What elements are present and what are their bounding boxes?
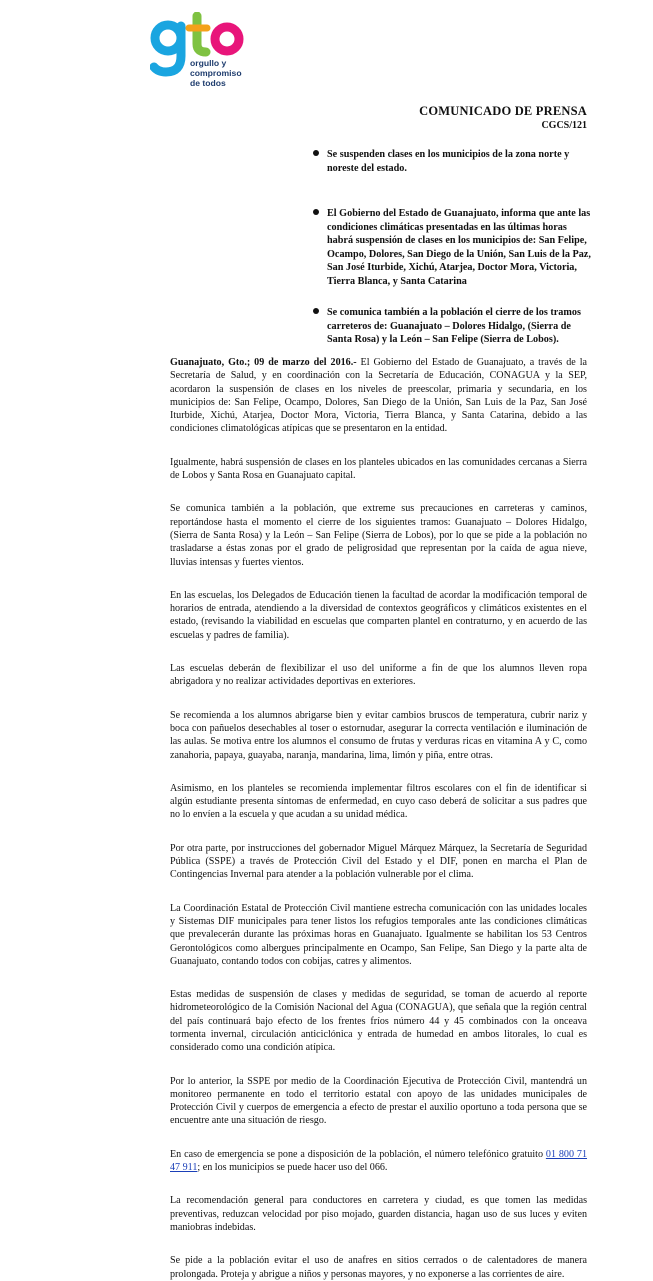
dateline: Guanajuato, Gto.; 09 de marzo del 2016.- xyxy=(170,357,357,368)
summary-bullet-text: El Gobierno del Estado de Guanajuato, informa que ante las condiciones climáticas presentadas en las últimas horas habrá suspensión de clases en los municipios de: San Felipe, Ocampo, Dolores, San Diego de la Unión, San Luis de la Paz, San José Iturbide, Xichú, Atarjea, Doctor Mora, Victoria, Tierra Blanca, y Santa Catarina xyxy=(327,208,591,287)
summary-bullet-text: Se comunica también a la población el cierre de los tramos carreteros de: Guanajuato – Dolores Hidalgo, (Sierra de Santa Rosa) y la León – San Felipe (Sierra de Lobos). xyxy=(327,307,581,345)
body-paragraph: En las escuelas, los Delegados de Educación tienen la facultad de acordar la modificación temporal de horarios de entrada, atendiendo a la diversidad de contextos geográficos y climáticos existentes en el estado, (revisando la viabilidad en escuelas que comparten plantel en contraturno, y en acuerdo de las escuelas y padres de familia). xyxy=(170,589,587,641)
press-release-code: CGCS/121 xyxy=(541,120,587,131)
bullet-dot-icon xyxy=(313,308,319,314)
body-paragraph: Se recomienda a los alumnos abrigarse bien y evitar cambios bruscos de temperatura, cubrir nariz y boca con pañuelos desechables al toser o estornudar, asegurar la correcta ventilación e iluminación de las aulas. Se motiva entre los alumnos el consumo de frutas y verduras ricas en vitamina A y C, como zanahoria, papaya, guayaba, naranja, mandarina, lima, limón y piña, entre otras. xyxy=(170,709,587,761)
press-release-header xyxy=(419,104,587,131)
tagline-line: orgullo y xyxy=(190,58,227,68)
body-paragraph: Por lo anterior, la SSPE por medio de la Coordinación Ejecutiva de Protección Civil, mantendrá un monitoreo permanente en todo el territorio estatal con apoyo de las unidades municipales de Protección Civil y cuerpos de emergencia a efecto de prestar el auxilio oportuno a toda persona que se encuentre ante una situación de riesgo. xyxy=(170,1075,587,1127)
body-paragraph: Se pide a la población evitar el uso de anafres en sitios cerrados o de calentadores de manera prolongada. Proteja y abrigue a niños y personas mayores, y no exponerse a las corrientes de aire. xyxy=(170,1255,587,1280)
tagline-line: compromiso xyxy=(190,68,242,79)
body-paragraph: Por otra parte, por instrucciones del gobernador Miguel Márquez Márquez, la Secretaría de Seguridad Pública (SSPE) a través de Protección Civil del Estado y el DIF, ponen en marcha el Plan de Contingencias Invernal para atender a la población vulnerable por el clima. xyxy=(170,842,587,881)
emergency-phone-link[interactable]: 01 800 71 47 911 xyxy=(170,1148,588,1174)
body-paragraph: Se comunica también a la población, que extreme sus precauciones en carreteras y caminos, reportándose hasta el momento el cierre de los siguientes tramos: Guanajuato – Dolores Hidalgo, (Sierra de Santa Rosa) y la León – San Felipe (Sierra de Lobos), por lo que se pide a la población no trasladarse a éstas zonas por el grado de peligrosidad que representan por la caída de agua nieve, lluvias intensas y fuertes vientos. xyxy=(170,503,587,568)
body-paragraph xyxy=(170,1148,587,1175)
paragraph-text: El Gobierno del Estado de Guanajuato, a través de la Secretaría de Salud, y en coordinación con la Secretaría de Educación, CONAGUA y la SEP, acordaron la suspensión de clases en los niveles de preescolar, primaria y secundaria, en los municipios de: San Felipe, Ocampo, Dolores, San Diego de la Unión, San Luis de la Paz, San José Iturbide, Xichú, Atarjea, Doctor Mora, Victoria, Tierra Blanca, y Santa Catarina, debido a las condiciones climatológicas atípicas que se presentaron en la entidad. xyxy=(170,357,587,435)
logo-tagline xyxy=(190,58,260,89)
press-release-title: COMUNICADO DE PRENSA xyxy=(419,104,587,118)
summary-bullet xyxy=(313,207,591,288)
body-paragraph: La recomendación general para conductores en carretera y ciudad, es que tomen las medidas preventivas, reduzcan velocidad por piso mojado, guarden distancia, hagan uso de sus luces y eviten maniobras indebidas. xyxy=(170,1195,587,1233)
body-paragraph: Asimismo, en los planteles se recomienda implementar filtros escolares con el fin de identificar si algún estudiante presenta síntomas de enfermedad, en cuyo caso deberá de solicitar a sus padres que no lo envíen a la escuela y que acudan a su unidad médica. xyxy=(170,782,587,821)
summary-bullet xyxy=(313,306,591,347)
body-paragraph: Las escuelas deberán de flexibilizar el uso del uniforme a fin de que los alumnos lleven ropa abrigadora y no realizar actividades deportivas en exteriores. xyxy=(170,663,587,688)
logo-t-stem xyxy=(197,16,206,52)
logo-o xyxy=(215,27,239,51)
tagline-line: de todos xyxy=(190,78,226,89)
body-paragraph: La Coordinación Estatal de Protección Civil mantiene estrecha comunicación con las unidades locales y Sistemas DIF municipales para tener listos los refugios temporales ante las condiciones climáticas que prevalecerán durante las próximas horas en Guanajuato. Igualmente se habilitan los 53 Centros Gerontológicos como albergues principalmente en Ocampo, San Felipe, San Diego y la parte alta de Guanajuato, contando todos con cobijas, catres y alimentos. xyxy=(170,902,587,967)
body-paragraph: Igualmente, habrá suspensión de clases en los planteles ubicados en las comunidades cercanas a Sierra de Lobos y Santa Rosa en Guanajuato capital. xyxy=(170,456,587,482)
paragraph-text: En caso de emergencia se pone a disposición de la población, el número telefónico gratuito xyxy=(170,1148,546,1160)
body-paragraph xyxy=(170,356,587,436)
summary-bullet-text: Se suspenden clases en los municipios de la zona norte y noreste del estado. xyxy=(327,149,570,174)
paragraph-text: ; en los municipios se puede hacer uso del 066. xyxy=(197,1162,388,1174)
summary-bullet xyxy=(313,148,591,175)
body-paragraph: Estas medidas de suspensión de clases y medidas de seguridad, se toman de acuerdo al reporte hidrometeorológico de la Comisión Nacional del Agua (CONAGUA), que señala que la región central del país continuará bajo efecto de los frentes fríos número 44 y 45 combinados con la onceava tormenta invernal, circulación anticiclónica y entrada de humedad en ambos litorales, lo cual es considerado como una condición atípica. xyxy=(170,989,587,1054)
bullet-dot-icon xyxy=(313,209,319,215)
bullet-dot-icon xyxy=(313,150,319,156)
press-release-body xyxy=(170,356,587,1281)
